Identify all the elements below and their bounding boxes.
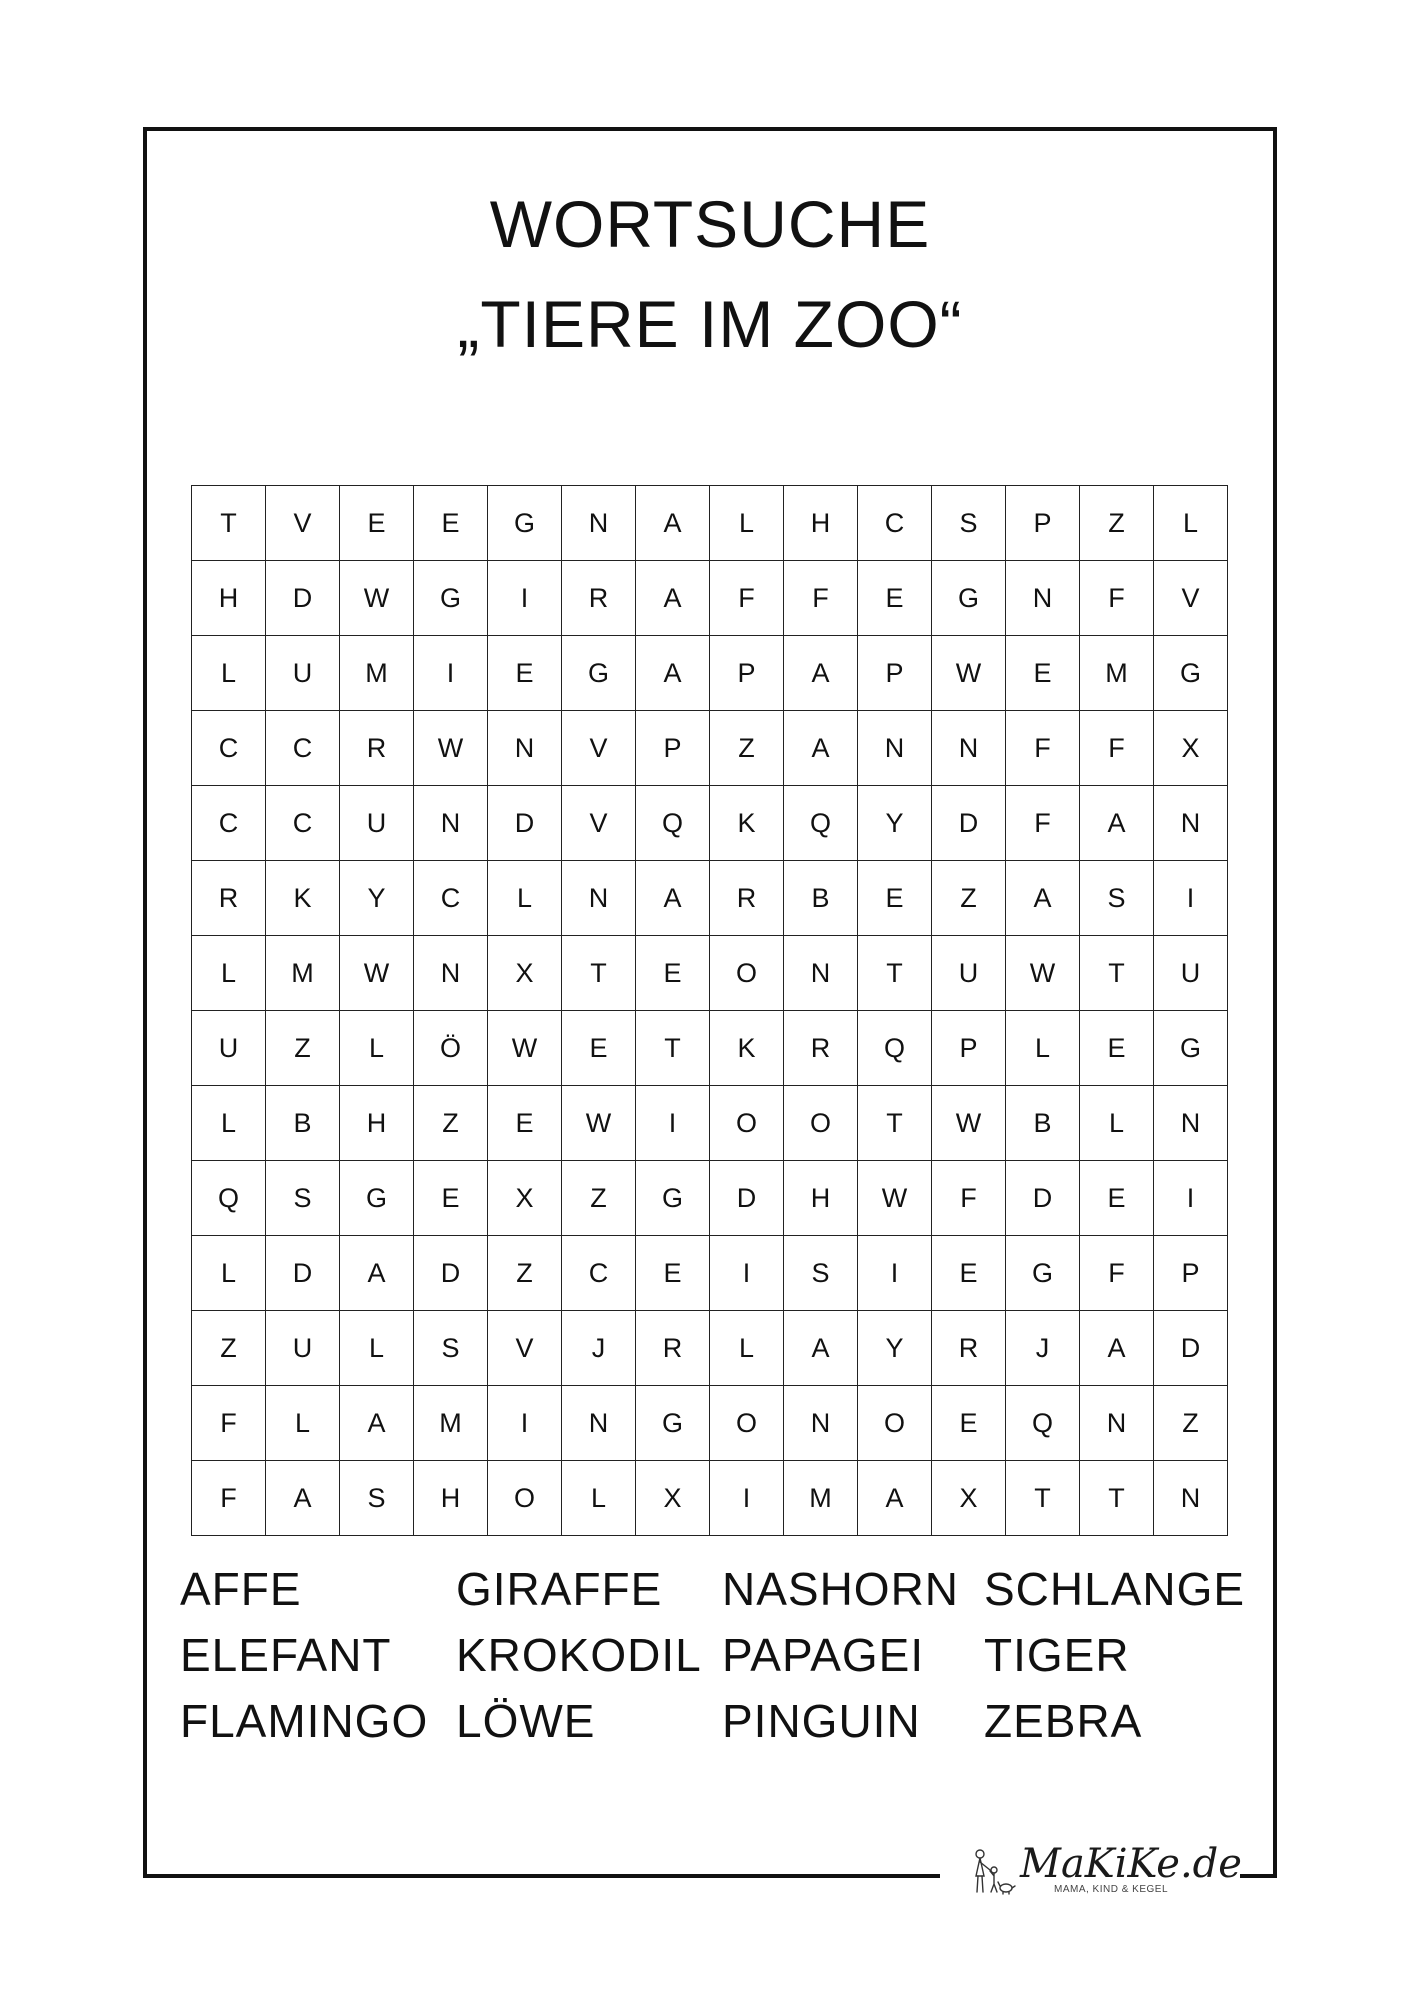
grid-cell[interactable]: L: [710, 1311, 784, 1386]
grid-cell[interactable]: W: [1006, 936, 1080, 1011]
grid-cell[interactable]: N: [784, 1386, 858, 1461]
grid-cell[interactable]: H: [414, 1461, 488, 1536]
grid-cell[interactable]: D: [1006, 1161, 1080, 1236]
grid-cell[interactable]: Z: [710, 711, 784, 786]
grid-cell[interactable]: C: [858, 486, 932, 561]
grid-cell[interactable]: D: [1154, 1311, 1228, 1386]
grid-cell[interactable]: I: [710, 1236, 784, 1311]
word-item: ZEBRA: [984, 1695, 1143, 1747]
grid-cell[interactable]: W: [340, 561, 414, 636]
grid-cell[interactable]: N: [414, 786, 488, 861]
word-item: TIGER: [984, 1629, 1130, 1681]
grid-cell[interactable]: A: [1006, 861, 1080, 936]
grid-cell[interactable]: L: [1080, 1086, 1154, 1161]
title-line-2: „TIERE IM ZOO“: [457, 287, 963, 361]
grid-cell[interactable]: U: [932, 936, 1006, 1011]
word-item: KROKODIL: [456, 1629, 702, 1681]
grid-cell[interactable]: D: [932, 786, 1006, 861]
grid-row: [192, 1461, 1228, 1536]
grid-cell[interactable]: I: [1154, 861, 1228, 936]
word-item: AFFE: [180, 1563, 302, 1615]
grid-cell[interactable]: A: [1080, 786, 1154, 861]
grid-cell[interactable]: E: [858, 861, 932, 936]
grid-cell[interactable]: V: [266, 486, 340, 561]
grid-cell[interactable]: T: [1006, 1461, 1080, 1536]
grid-cell[interactable]: I: [858, 1236, 932, 1311]
grid-cell[interactable]: T: [858, 936, 932, 1011]
grid-row: [192, 1011, 1228, 1086]
grid-cell[interactable]: I: [488, 561, 562, 636]
logo: [968, 1841, 1242, 1900]
grid-cell[interactable]: W: [932, 636, 1006, 711]
grid-cell[interactable]: W: [562, 1086, 636, 1161]
grid-cell[interactable]: G: [414, 561, 488, 636]
grid-cell[interactable]: L: [192, 936, 266, 1011]
grid-cell[interactable]: A: [858, 1461, 932, 1536]
grid-cell[interactable]: Q: [1006, 1386, 1080, 1461]
grid-cell[interactable]: Ö: [414, 1011, 488, 1086]
grid-cell[interactable]: B: [784, 861, 858, 936]
grid-cell[interactable]: W: [488, 1011, 562, 1086]
grid-cell[interactable]: P: [1154, 1236, 1228, 1311]
word-list: [180, 1556, 1260, 1756]
grid-row: [192, 486, 1228, 561]
grid-cell[interactable]: X: [932, 1461, 1006, 1536]
grid-cell[interactable]: E: [562, 1011, 636, 1086]
word-search-grid: [191, 485, 1228, 1536]
grid-cell[interactable]: U: [192, 1011, 266, 1086]
grid-cell[interactable]: F: [192, 1461, 266, 1536]
grid-row: [192, 711, 1228, 786]
grid-cell[interactable]: Z: [932, 861, 1006, 936]
grid-cell[interactable]: W: [340, 936, 414, 1011]
grid-cell[interactable]: M: [266, 936, 340, 1011]
grid-cell[interactable]: O: [710, 1086, 784, 1161]
grid-cell[interactable]: D: [488, 786, 562, 861]
grid-cell[interactable]: I: [488, 1386, 562, 1461]
grid-cell[interactable]: L: [192, 636, 266, 711]
grid-cell[interactable]: C: [562, 1236, 636, 1311]
grid-row: [192, 1236, 1228, 1311]
grid-cell[interactable]: C: [414, 861, 488, 936]
grid-cell[interactable]: G: [562, 636, 636, 711]
grid-cell[interactable]: N: [1080, 1386, 1154, 1461]
grid-cell[interactable]: B: [1006, 1086, 1080, 1161]
grid-cell[interactable]: E: [1080, 1011, 1154, 1086]
grid-cell[interactable]: I: [1154, 1161, 1228, 1236]
grid-cell[interactable]: N: [858, 711, 932, 786]
grid-cell[interactable]: A: [340, 1236, 414, 1311]
grid-row: [192, 1086, 1228, 1161]
grid-cell[interactable]: G: [1154, 636, 1228, 711]
grid-cell[interactable]: V: [562, 786, 636, 861]
grid-cell[interactable]: A: [636, 561, 710, 636]
grid-cell[interactable]: Z: [562, 1161, 636, 1236]
grid-cell[interactable]: A: [340, 1386, 414, 1461]
grid-cell[interactable]: H: [192, 561, 266, 636]
word-column: [984, 1556, 1245, 1754]
word-column: [722, 1556, 959, 1754]
grid-cell[interactable]: H: [784, 486, 858, 561]
grid-cell[interactable]: T: [858, 1086, 932, 1161]
grid-cell[interactable]: K: [710, 786, 784, 861]
grid-cell[interactable]: J: [1006, 1311, 1080, 1386]
grid-cell[interactable]: E: [414, 1161, 488, 1236]
grid-cell[interactable]: R: [636, 1311, 710, 1386]
grid-cell[interactable]: G: [1006, 1236, 1080, 1311]
grid-cell[interactable]: P: [636, 711, 710, 786]
grid-cell[interactable]: T: [636, 1011, 710, 1086]
grid-cell[interactable]: A: [784, 711, 858, 786]
grid-cell[interactable]: W: [858, 1161, 932, 1236]
grid-cell[interactable]: S: [414, 1311, 488, 1386]
grid-cell[interactable]: V: [562, 711, 636, 786]
grid-cell[interactable]: Q: [192, 1161, 266, 1236]
word-item: SCHLANGE: [984, 1563, 1246, 1615]
grid-cell[interactable]: L: [266, 1386, 340, 1461]
grid-row: [192, 561, 1228, 636]
grid-cell[interactable]: M: [1080, 636, 1154, 711]
grid-cell[interactable]: L: [192, 1236, 266, 1311]
grid-cell[interactable]: L: [488, 861, 562, 936]
grid-row: [192, 786, 1228, 861]
grid-cell[interactable]: T: [192, 486, 266, 561]
grid-cell[interactable]: S: [340, 1461, 414, 1536]
grid-cell[interactable]: M: [784, 1461, 858, 1536]
grid-cell[interactable]: P: [1006, 486, 1080, 561]
grid-cell[interactable]: E: [488, 1086, 562, 1161]
grid-cell[interactable]: K: [710, 1011, 784, 1086]
grid-cell[interactable]: C: [192, 786, 266, 861]
grid-cell[interactable]: F: [1080, 561, 1154, 636]
grid-row: [192, 1311, 1228, 1386]
grid-cell[interactable]: T: [1080, 936, 1154, 1011]
grid-cell[interactable]: G: [488, 486, 562, 561]
grid-row: [192, 636, 1228, 711]
grid-cell[interactable]: D: [266, 1236, 340, 1311]
grid-cell[interactable]: A: [636, 861, 710, 936]
logo-wordmark: MaKiKe.de: [1020, 1841, 1242, 1887]
grid-cell[interactable]: E: [932, 1386, 1006, 1461]
grid-cell[interactable]: N: [562, 861, 636, 936]
grid-cell[interactable]: N: [1006, 561, 1080, 636]
grid-cell[interactable]: F: [1080, 1236, 1154, 1311]
grid-cell[interactable]: O: [488, 1461, 562, 1536]
grid-cell[interactable]: O: [784, 1086, 858, 1161]
grid-cell[interactable]: F: [710, 561, 784, 636]
grid-cell[interactable]: Z: [1080, 486, 1154, 561]
grid-cell[interactable]: A: [1080, 1311, 1154, 1386]
word-item: PAPAGEI: [722, 1629, 925, 1681]
grid-cell[interactable]: Z: [266, 1011, 340, 1086]
grid-cell[interactable]: S: [932, 486, 1006, 561]
grid-cell[interactable]: N: [1154, 786, 1228, 861]
word-item: FLAMINGO: [180, 1695, 429, 1747]
grid-row: [192, 861, 1228, 936]
grid-cell[interactable]: C: [266, 786, 340, 861]
grid-cell[interactable]: A: [266, 1461, 340, 1536]
grid-cell[interactable]: O: [710, 936, 784, 1011]
grid-cell[interactable]: D: [266, 561, 340, 636]
grid-cell[interactable]: E: [1006, 636, 1080, 711]
grid-cell[interactable]: E: [636, 1236, 710, 1311]
grid-cell[interactable]: A: [784, 1311, 858, 1386]
grid-cell[interactable]: F: [192, 1386, 266, 1461]
grid-cell[interactable]: Y: [858, 1311, 932, 1386]
word-item: GIRAFFE: [456, 1563, 663, 1615]
grid-cell[interactable]: F: [932, 1161, 1006, 1236]
grid-cell[interactable]: V: [1154, 561, 1228, 636]
grid-cell[interactable]: X: [636, 1461, 710, 1536]
grid-cell[interactable]: A: [636, 636, 710, 711]
grid-row: [192, 1386, 1228, 1461]
grid-cell[interactable]: W: [414, 711, 488, 786]
grid-cell[interactable]: P: [710, 636, 784, 711]
grid-cell[interactable]: V: [488, 1311, 562, 1386]
grid-cell[interactable]: U: [340, 786, 414, 861]
grid-cell[interactable]: L: [192, 1086, 266, 1161]
grid-cell[interactable]: E: [932, 1236, 1006, 1311]
grid-cell[interactable]: F: [1006, 786, 1080, 861]
grid-cell[interactable]: I: [710, 1461, 784, 1536]
grid-cell[interactable]: S: [1080, 861, 1154, 936]
grid-cell[interactable]: X: [488, 936, 562, 1011]
grid-cell[interactable]: D: [414, 1236, 488, 1311]
grid-cell[interactable]: U: [266, 636, 340, 711]
grid-cell[interactable]: Z: [414, 1086, 488, 1161]
grid-cell[interactable]: N: [1154, 1086, 1228, 1161]
grid-cell[interactable]: L: [340, 1011, 414, 1086]
grid-cell[interactable]: G: [340, 1161, 414, 1236]
grid-cell[interactable]: U: [266, 1311, 340, 1386]
grid-cell[interactable]: G: [636, 1161, 710, 1236]
grid-cell[interactable]: G: [932, 561, 1006, 636]
grid-cell[interactable]: N: [562, 1386, 636, 1461]
grid-cell[interactable]: E: [414, 486, 488, 561]
grid-cell[interactable]: C: [192, 711, 266, 786]
grid-cell[interactable]: Z: [488, 1236, 562, 1311]
grid-cell[interactable]: H: [340, 1086, 414, 1161]
grid-cell[interactable]: G: [636, 1386, 710, 1461]
grid-cell[interactable]: L: [340, 1311, 414, 1386]
grid-cell[interactable]: L: [1154, 486, 1228, 561]
grid-cell[interactable]: E: [488, 636, 562, 711]
grid-cell[interactable]: H: [784, 1161, 858, 1236]
grid-cell[interactable]: N: [1154, 1461, 1228, 1536]
grid-cell[interactable]: R: [192, 861, 266, 936]
grid-cell[interactable]: R: [340, 711, 414, 786]
grid-cell[interactable]: M: [414, 1386, 488, 1461]
grid-cell[interactable]: I: [414, 636, 488, 711]
grid-cell[interactable]: G: [1154, 1011, 1228, 1086]
word-item: NASHORN: [722, 1563, 960, 1615]
grid-cell[interactable]: J: [562, 1311, 636, 1386]
grid-cell[interactable]: Q: [858, 1011, 932, 1086]
title-line-1: WORTSUCHE: [489, 187, 931, 261]
grid-cell[interactable]: N: [488, 711, 562, 786]
grid-cell[interactable]: N: [562, 486, 636, 561]
grid-cell[interactable]: A: [636, 486, 710, 561]
grid-cell[interactable]: R: [932, 1311, 1006, 1386]
word-column: [456, 1556, 702, 1754]
grid-cell[interactable]: Y: [858, 786, 932, 861]
logo-tagline: MAMA, KIND & KEGEL: [1054, 1884, 1169, 1895]
grid-cell[interactable]: R: [710, 861, 784, 936]
word-item: ELEFANT: [180, 1629, 392, 1681]
grid-cell[interactable]: Q: [636, 786, 710, 861]
grid-cell[interactable]: R: [562, 561, 636, 636]
grid-row: [192, 1161, 1228, 1236]
grid-cell[interactable]: T: [562, 936, 636, 1011]
grid-cell[interactable]: W: [932, 1086, 1006, 1161]
grid-cell[interactable]: U: [1154, 936, 1228, 1011]
grid-cell[interactable]: S: [784, 1236, 858, 1311]
grid-cell[interactable]: P: [858, 636, 932, 711]
grid-cell[interactable]: O: [710, 1386, 784, 1461]
grid-cell[interactable]: Z: [192, 1311, 266, 1386]
grid-cell[interactable]: L: [710, 486, 784, 561]
grid-cell[interactable]: N: [414, 936, 488, 1011]
word-item: PINGUIN: [722, 1695, 921, 1747]
grid-cell[interactable]: E: [340, 486, 414, 561]
grid-cell[interactable]: A: [784, 636, 858, 711]
grid-cell[interactable]: X: [488, 1161, 562, 1236]
grid-cell[interactable]: L: [562, 1461, 636, 1536]
grid-cell[interactable]: N: [932, 711, 1006, 786]
word-item: LÖWE: [456, 1695, 596, 1747]
grid-cell[interactable]: E: [1080, 1161, 1154, 1236]
grid-cell[interactable]: N: [784, 936, 858, 1011]
grid-cell[interactable]: Y: [340, 861, 414, 936]
grid-row: [192, 936, 1228, 1011]
grid-cell[interactable]: D: [710, 1161, 784, 1236]
grid-cell[interactable]: X: [1154, 711, 1228, 786]
grid-cell[interactable]: R: [784, 1011, 858, 1086]
grid-cell[interactable]: F: [1080, 711, 1154, 786]
grid-cell[interactable]: F: [784, 561, 858, 636]
grid-cell[interactable]: T: [1080, 1461, 1154, 1536]
grid-cell[interactable]: B: [266, 1086, 340, 1161]
grid-cell[interactable]: F: [1006, 711, 1080, 786]
family-figures-icon: [968, 1846, 1020, 1898]
grid-cell[interactable]: Z: [1154, 1386, 1228, 1461]
grid-cell[interactable]: L: [1006, 1011, 1080, 1086]
grid-cell[interactable]: M: [340, 636, 414, 711]
grid-cell[interactable]: K: [266, 861, 340, 936]
word-column: [180, 1556, 428, 1754]
grid-cell[interactable]: E: [636, 936, 710, 1011]
grid-cell[interactable]: C: [266, 711, 340, 786]
grid-cell[interactable]: I: [636, 1086, 710, 1161]
grid-cell[interactable]: P: [932, 1011, 1006, 1086]
grid-cell[interactable]: E: [858, 561, 932, 636]
grid-cell[interactable]: Q: [784, 786, 858, 861]
grid-cell[interactable]: O: [858, 1386, 932, 1461]
grid-cell[interactable]: S: [266, 1161, 340, 1236]
